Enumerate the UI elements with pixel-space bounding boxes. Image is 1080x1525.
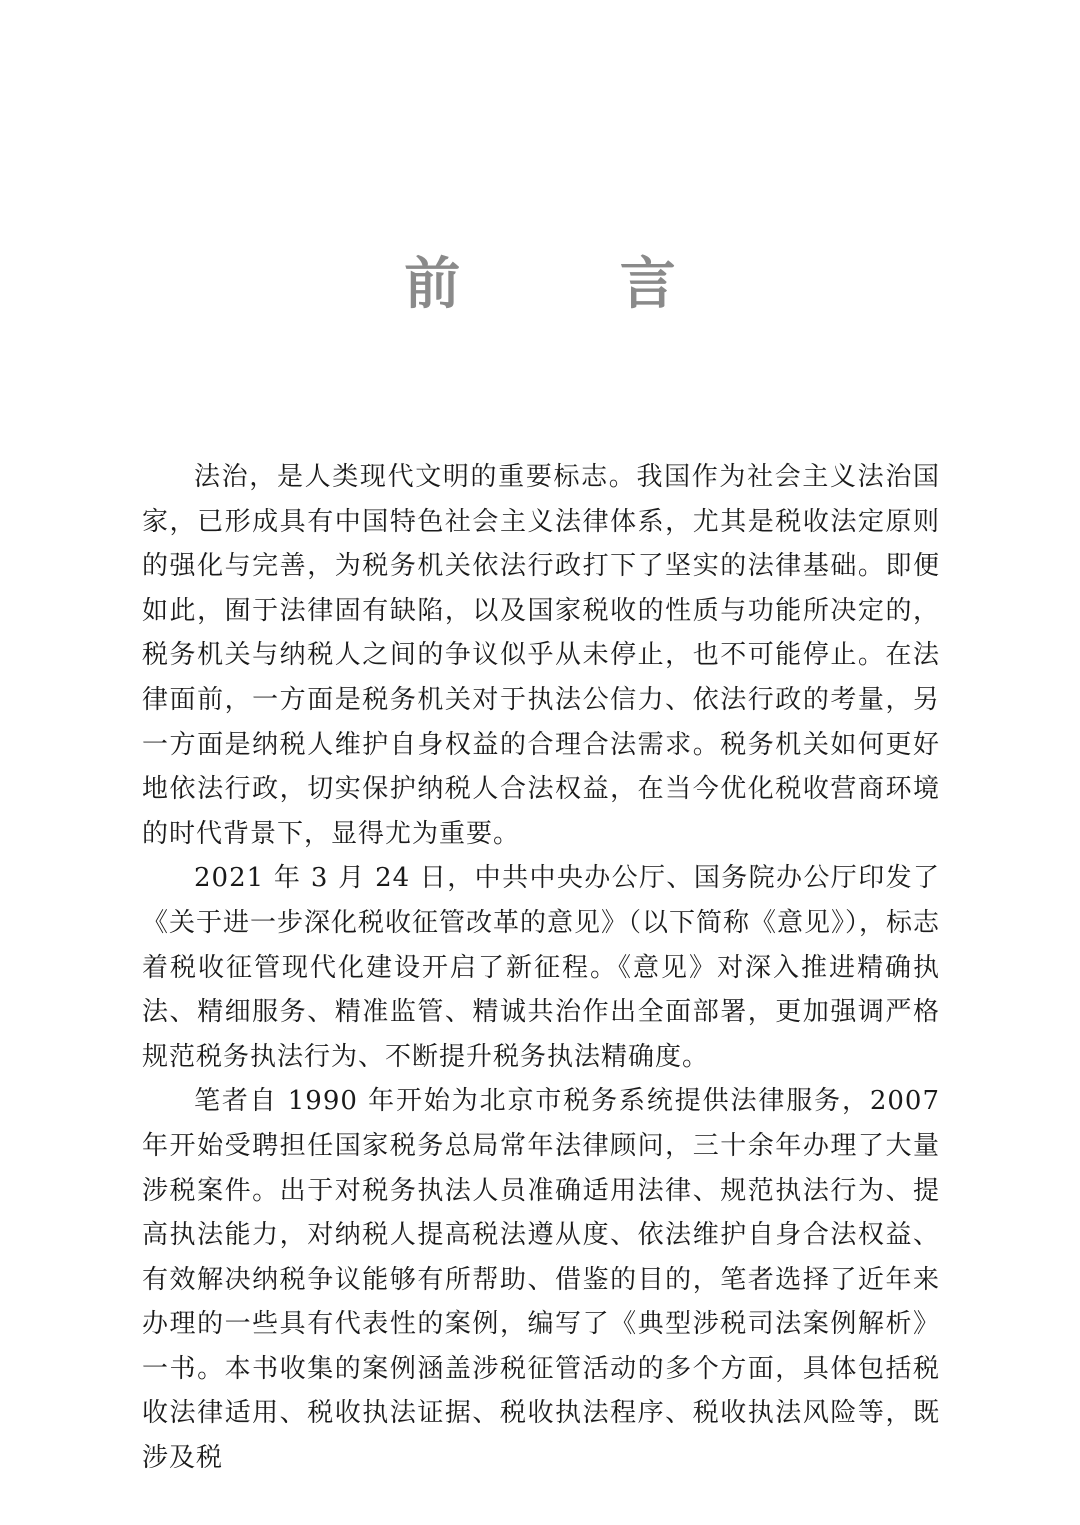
paragraph-2: 2021 年 3 月 24 日，中共中央办公厅、国务院办公厅印发了《关于进一步深化税收征管改革的意见》（以下简称《意见》），标志着税收征管现代化建设开启了新征程。《意见》对深入推进精确执法、精细服务、精准监管、精诚共治作出全面部署，更加强调严格规范税务执法行为、不断提升税务执法精确度。: [142, 863, 941, 1072]
page-title: 前 言: [404, 252, 746, 317]
body-text: [142, 455, 940, 1481]
paragraph-3: 笔者自 1990 年开始为北京市税务系统提供法律服务，2007 年开始受聘担任国家税务总局常年法律顾问，三十余年办理了大量涉税案件。出于对税务执法人员准确适用法律、规范执法行为、提高执法能力，对纳税人提高税法遵从度、依法维护自身合法权益、有效解决纳税争议能够有所帮助、借鉴的目的，笔者选择了近年来办理的一些具有代表性的案例，编写了《典型涉税司法案例解析》一书。本书收集的案例涵盖涉税征管活动的多个方面，具体包括税收法律适用、税收执法证据、税收执法程序、税收执法风险等，既涉及税: [142, 1086, 940, 1474]
paragraph-1: 法治，是人类现代文明的重要标志。我国作为社会主义法治国家，已形成具有中国特色社会主义法律体系，尤其是税收法定原则的强化与完善，为税务机关依法行政打下了坚实的法律基础。即便如此，囿于法律固有缺陷，以及国家税收的性质与功能所决定的，税务机关与纳税人之间的争议似乎从未停止，也不可能停止。在法律面前，一方面是税务机关对于执法公信力、依法行政的考量，另一方面是纳税人维护自身权益的合理合法需求。税务机关如何更好地依法行政，切实保护纳税人合法权益，在当今优化税收营商环境的时代背景下，显得尤为重要。: [142, 462, 940, 849]
